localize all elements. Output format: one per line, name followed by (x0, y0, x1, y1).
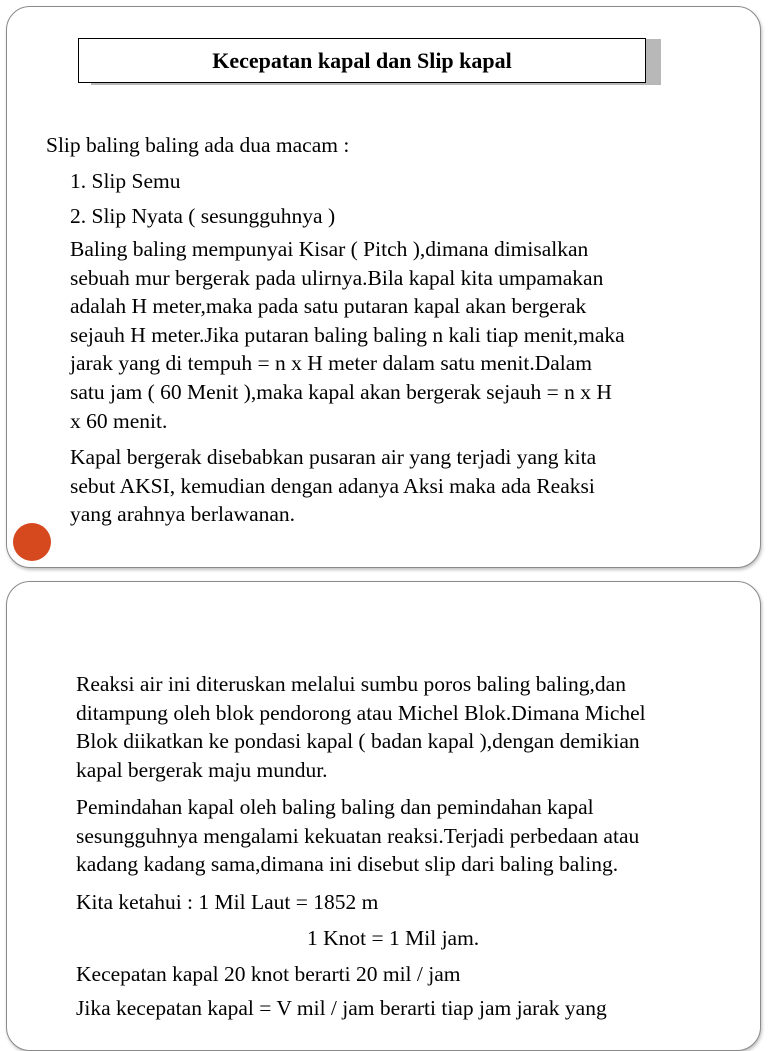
list-item-1: 1. Slip Semu (70, 169, 181, 193)
speed-example-line: Kecepatan kapal 20 knot berarti 20 mil / jam (76, 962, 461, 986)
slide-marker-dot (13, 523, 51, 561)
knot-line: 1 Knot = 1 Mil jam. (307, 926, 480, 950)
pitch-paragraph: Baling baling mempunyai Kisar ( Pitch ),dimana dimisalkan sebuah mur bergerak pada ulirnya.Bila kapal kita umpamakan adalah H meter,maka pada satu putaran kapal akan bergerak sejauh H meter.Jika putaran baling baling n kali tiap menit,maka jarak yang di tempuh = n x H meter dalam satu menit.Dalam satu jam ( 60 Menit ),maka kapal akan bergerak sejauh = n x H x 60 menit. (70, 237, 625, 433)
reaction-paragraph: Reaksi air ini diteruskan melalui sumbu poros baling baling,dan ditampung oleh blok pendorong atau Michel Blok.Dimana Michel Blok diikatkan ke pondasi kapal ( badan kapal ),dengan demikian kapal bergerak maju mundur. (76, 672, 646, 782)
slide-title: Kecepatan kapal dan Slip kapal (78, 38, 646, 83)
slide-1 (6, 6, 761, 568)
slide-2 (6, 581, 761, 1051)
intro-text: Slip baling baling ada dua macam : (46, 133, 350, 157)
slip-paragraph: Pemindahan kapal oleh baling baling dan pemindahan kapal sesungguhnya mengalami kekuatan reaksi.Terjadi perbedaan atau kadang kadang sama,dimana ini disebut slip dari baling baling. (76, 795, 640, 877)
action-paragraph: Kapal bergerak disebabkan pusaran air yang terjadi yang kita sebut AKSI, kemudian dengan adanya Aksi maka ada Reaksi yang arahnya berlawanan. (70, 445, 597, 527)
nautical-mile-line: Kita ketahui : 1 Mil Laut = 1852 m (76, 890, 379, 914)
speed-v-line: Jika kecepatan kapal = V mil / jam berarti tiap jam jarak yang (76, 996, 607, 1020)
list-item-2: 2. Slip Nyata ( sesungguhnya ) (70, 204, 336, 228)
